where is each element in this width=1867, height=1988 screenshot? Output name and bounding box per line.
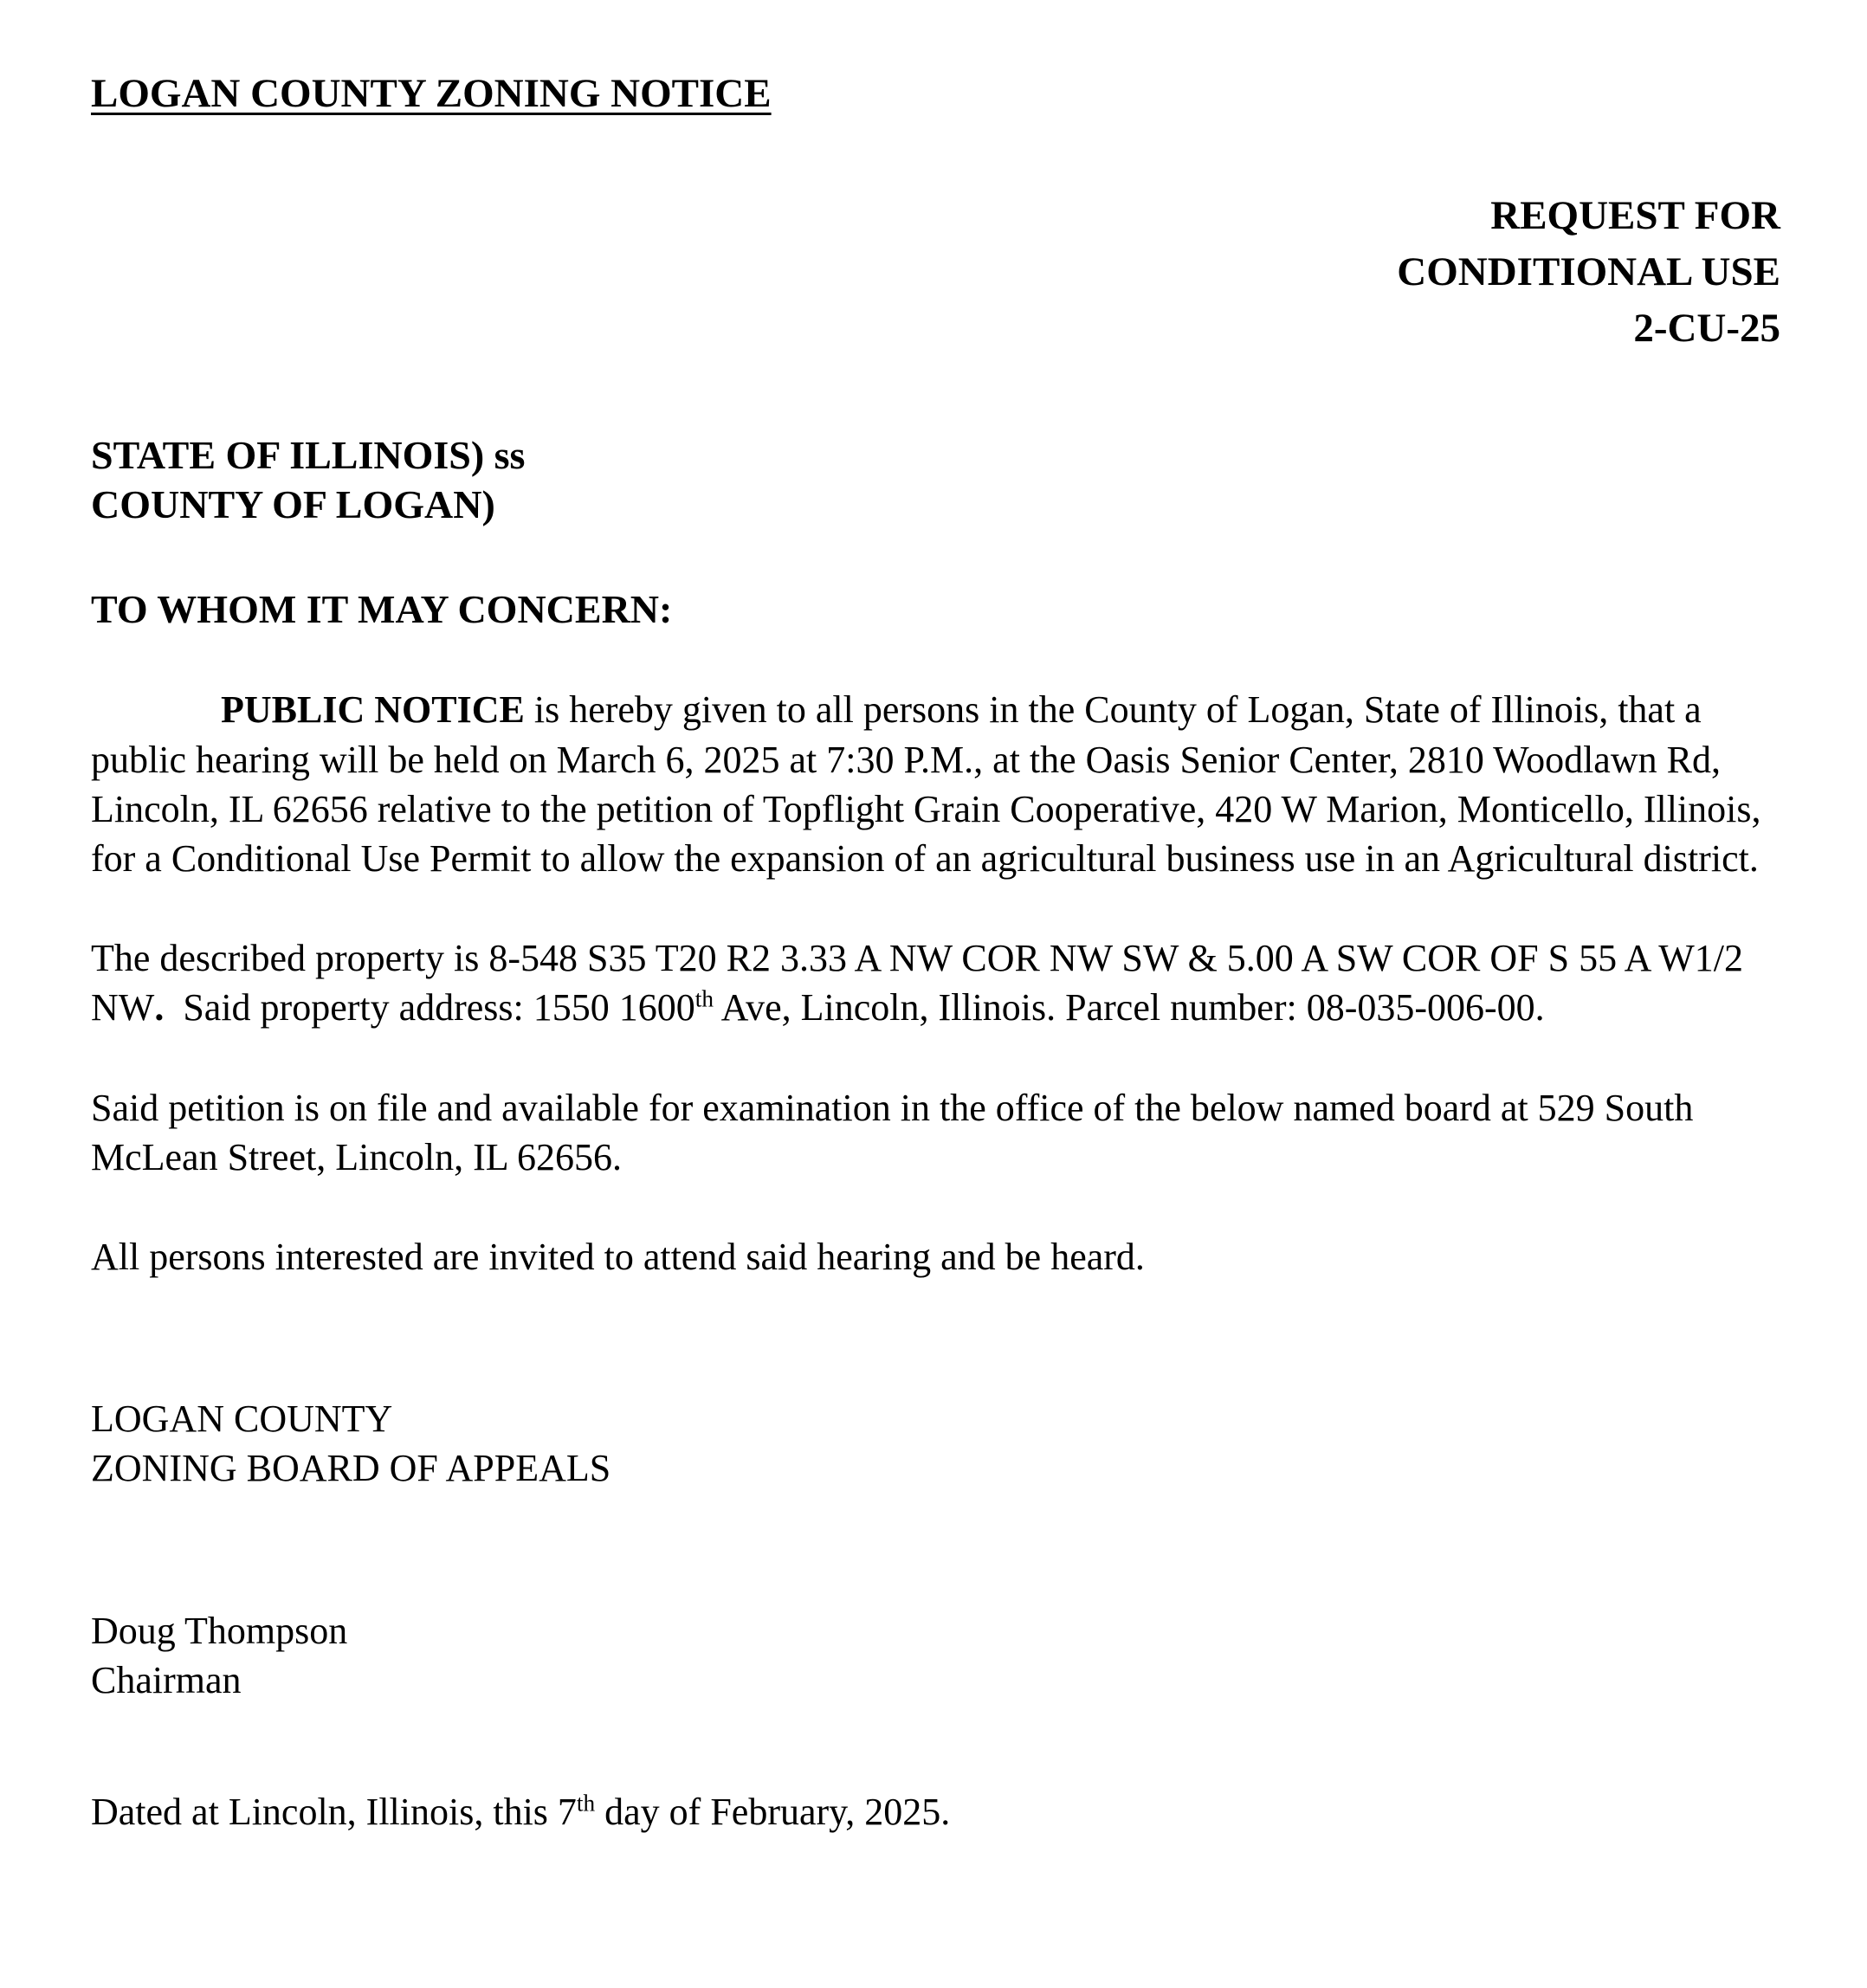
paragraph-public-notice <box>91 685 1780 883</box>
dated-ordinal-superscript: th <box>576 1790 596 1817</box>
dated-line <box>91 1787 1780 1836</box>
signature-block <box>91 1606 1780 1705</box>
parcel-number-part: Ave, Lincoln, Illinois. Parcel number: 08-035-006-00. <box>714 986 1545 1030</box>
public-notice-body: is hereby given to all persons in the County of Logan, State of Illinois, that a public hearing will be held on March 6, 2025 at 7:30 P.M., at the Oasis Senior Center, 2810 Woodlawn Rd, Lincoln, IL 62656 relative to the petition of Topflight Grain Cooperative, 420 W Marion, Monticello, Illinois, for a Conditional Use Permit to allow the expansion of an agricultural business use in an Agricultural district. <box>91 688 1771 881</box>
property-address-part: Said property address: 1550 1600 <box>164 986 695 1030</box>
dated-part2: day of February, 2025. <box>595 1790 951 1833</box>
request-block <box>91 188 1780 357</box>
request-line-2: CONDITIONAL USE <box>1397 248 1780 294</box>
paragraph-property-description <box>91 933 1780 1032</box>
board-block <box>91 1394 1780 1493</box>
request-line-1: REQUEST FOR <box>1490 193 1780 239</box>
signer-name: Doug Thompson <box>91 1609 348 1652</box>
county-line: COUNTY OF LOGAN) <box>91 482 495 527</box>
notice-title: LOGAN COUNTY ZONING NOTICE <box>91 71 772 116</box>
state-line: STATE OF ILLINOIS) ss <box>91 432 526 477</box>
board-line-2: ZONING BOARD OF APPEALS <box>91 1447 611 1490</box>
property-description-bold-period: . <box>154 986 165 1030</box>
state-county-block <box>91 430 1780 530</box>
dated-part1: Dated at Lincoln, Illinois, this 7 <box>91 1790 577 1833</box>
case-number: 2-CU-25 <box>1633 305 1780 351</box>
property-description-part1: The described property is 8-548 S35 T20 R2 3.33 A NW COR NW SW & 5.00 A SW COR OF S 55 A W1/2 NW <box>91 937 1753 1030</box>
paragraph-petition-on-file: Said petition is on file and available for examination in the office of the below named board at 529 South McLean Street, Lincoln, IL 62656. <box>91 1086 1703 1178</box>
board-line-1: LOGAN COUNTY <box>91 1397 393 1441</box>
ordinal-superscript: th <box>694 985 714 1012</box>
salutation: TO WHOM IT MAY CONCERN: <box>91 586 673 631</box>
public-notice-lead: PUBLIC NOTICE <box>221 688 525 732</box>
signer-title: Chairman <box>91 1658 242 1701</box>
paragraph-invitation: All persons interested are invited to attend said hearing and be heard. <box>91 1235 1145 1278</box>
